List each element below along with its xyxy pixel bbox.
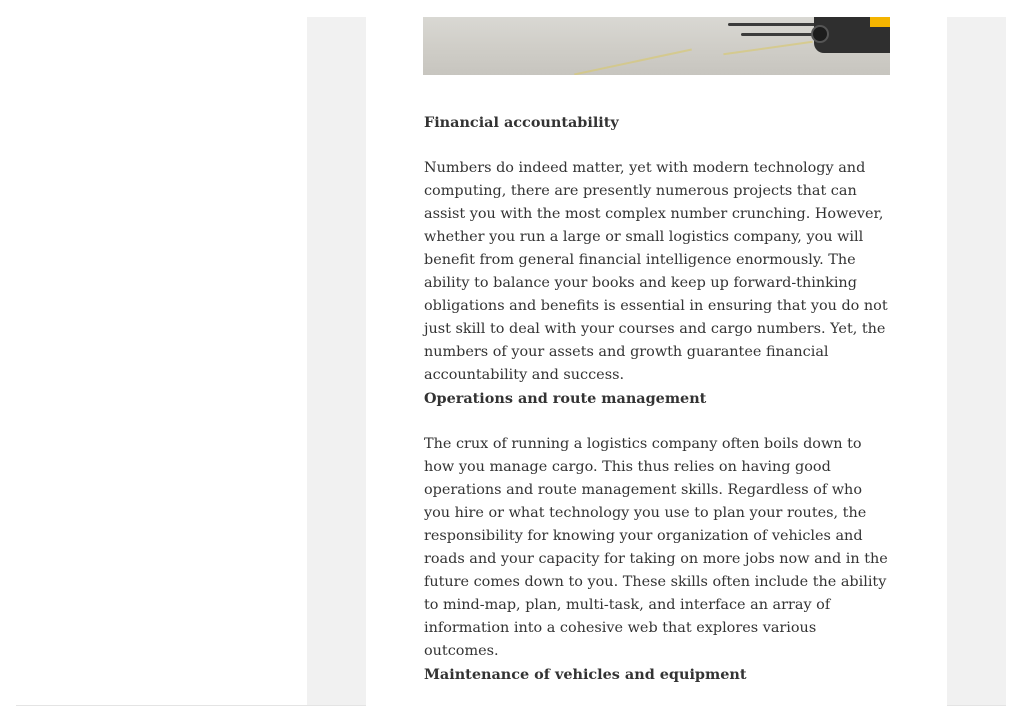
page-frame-left xyxy=(0,0,307,706)
section-heading-financial: Financial accountability xyxy=(424,114,619,131)
forklift-fork xyxy=(728,23,818,26)
article-column xyxy=(366,17,947,706)
forklift-wheel xyxy=(811,25,829,43)
hero-image xyxy=(423,17,890,75)
floor-marking xyxy=(723,41,812,56)
section-body-financial: Numbers do indeed matter, yet with modern technology and computing, there are presently numerous projects that can assist you with the most complex number crunching. However, whether you run a large or small logistics company, you will benefit from general financial intelligence enormously. The ability to balance your books and keep up forward-thinking obligations and benefits is essential in ensuring that you do not just skill to deal with your courses and cargo numbers. Yet, the numbers of your assets and growth guarantee financial accountability and success. xyxy=(424,160,888,383)
forklift-fork xyxy=(741,33,819,36)
section-body-operations: The crux of running a logistics company often boils down to how you manage cargo. This thus relies on having good operations and route management skills. Regardless of who you hire or what technology you use to plan your routes, the responsibility for knowing your organization of vehicles and roads and your capacity for taking on more jobs now and in the future comes down to you. These skills often include the ability to mind-map, plan, multi-task, and interface an array of information into a cohesive web that explores various outcomes. xyxy=(424,436,888,659)
page-frame-bottom xyxy=(0,706,1024,723)
forklift-accent xyxy=(870,17,890,27)
section-heading-operations: Operations and route management xyxy=(424,390,707,407)
section-heading-maintenance: Maintenance of vehicles and equipment xyxy=(424,666,747,683)
page-frame-right xyxy=(1006,0,1024,723)
floor-marking xyxy=(574,49,692,75)
